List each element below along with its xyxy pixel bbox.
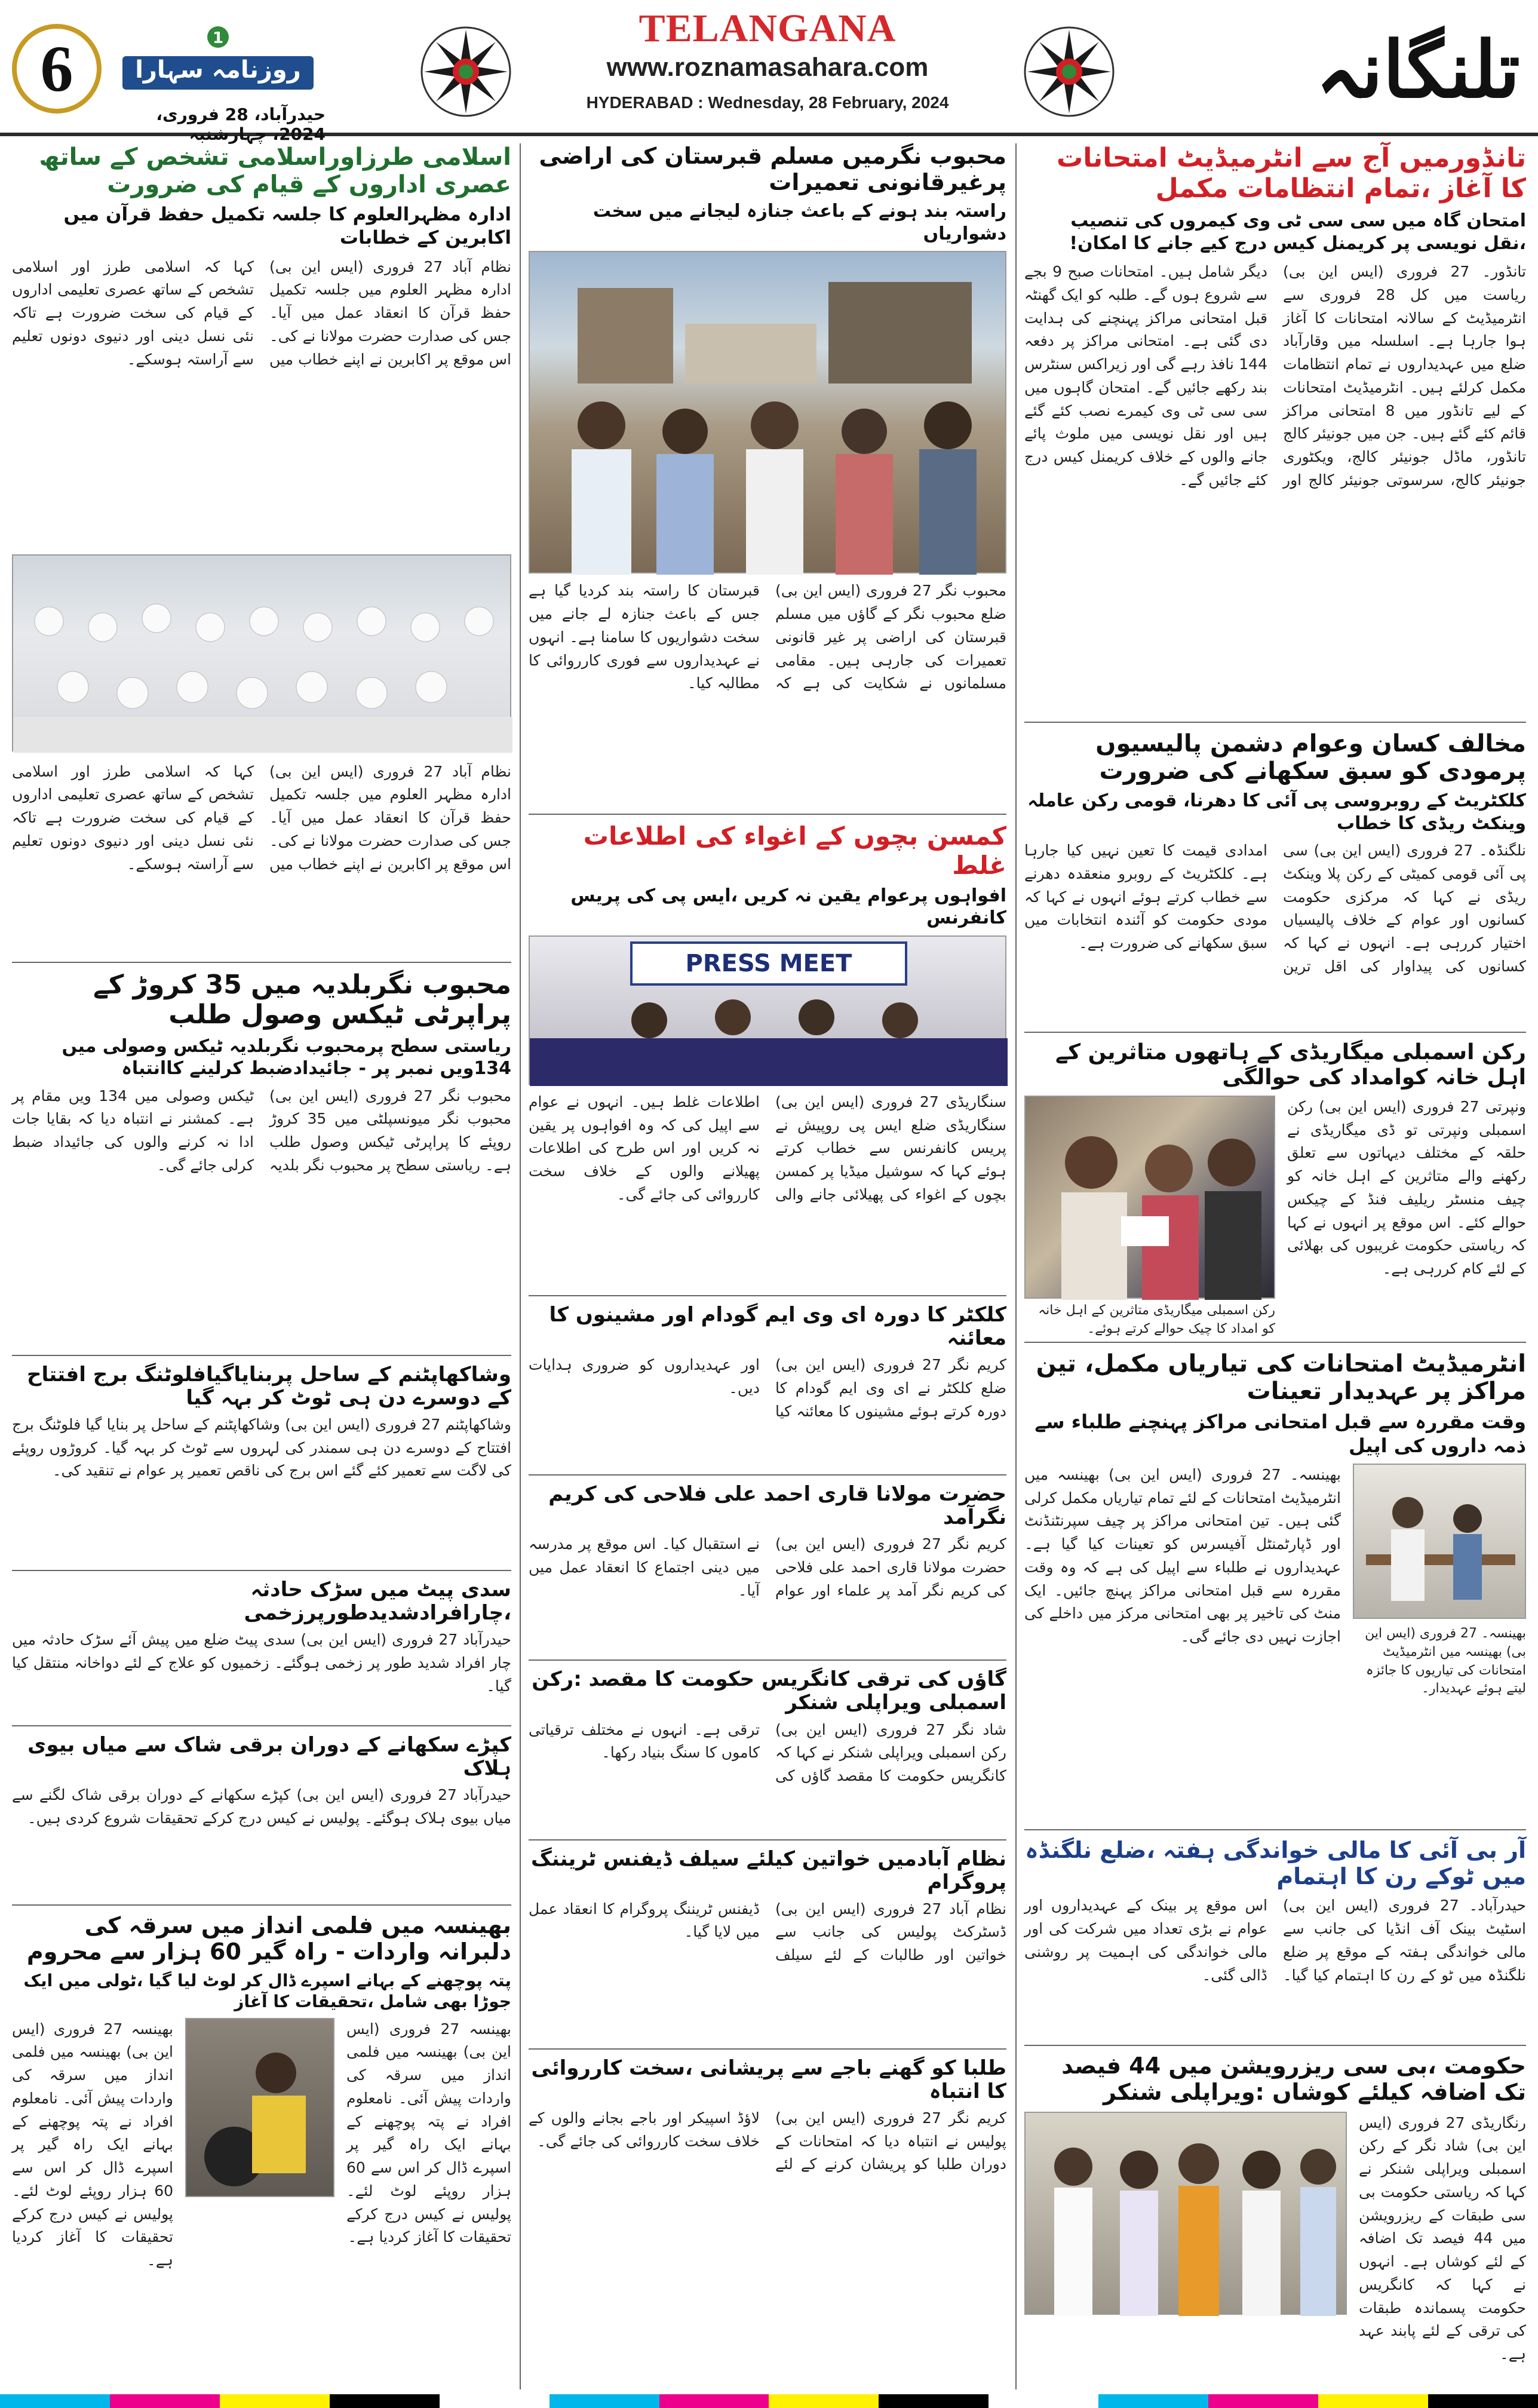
subheadline: راستہ بند ہونے کے باعث جنازہ لیجانے میں سخت دشواریاں (593, 201, 1006, 244)
headline-electric-shock[interactable]: کپڑے سکھانے کے دوران برقی شاک سے میاں بیوی ہلاک (27, 1733, 511, 1781)
article-body: نلگنڈہ۔ 27 فروری (ایس این بی) سی پی آئی قومی کمیٹی کے رکن پلا وینکٹ ریڈی نے کہا کہ مرکزی حکومت کسانوں اور عوام کے خلاف پالیسیاں اختیار کررہی ہے۔ انہوں نے کہا کہ کسانوں کی پیداوار کی اقل ترین امدادی قیمت کا تعین نہیں کیا جارہا ہے۔ کلکٹریٹ کے روبرو منعقدہ دھرنے سے خطاب کرتے ہوئے انہوں نے کہا کہ مودی حکومت کو آئندہ انتخابات میں سبق سکھانے کی ضرورت ہے۔ (1024, 842, 1526, 975)
photo-caption: بھینسہ۔ 27 فروری (ایس این بی) بھینسہ میں انٹرمیڈیٹ امتحانات کی تیاریوں کا جائزہ لیتے ہوئے عہدیدار۔ (1365, 1625, 1526, 1697)
photo-hifz-gathering (12, 554, 511, 751)
right-column (1024, 143, 1526, 2363)
headline-road-accident[interactable]: سدی پیٹ میں سڑک حادثہ ،چارافرادشدیدطورپرزخمی (244, 1577, 511, 1625)
article-divider (12, 1725, 511, 1726)
subheadline: پتہ پوچھنے کے بہانے اسپرے ڈال کر لوٹ لیا گیا ،ٹولی میں ایک جوڑا بھی شامل ،تحقیقات کا آغاز (23, 1970, 511, 2011)
headline-intermediate-exams[interactable]: تانڈورمیں آج سے انٹرمیڈیٹ امتحانات کا آغاز ،تمام انتظامات مکمل (1056, 143, 1526, 204)
headline-bc-reservation[interactable]: حکومت ،بی سی ریزرویشن میں 44 فیصد تک اضافہ کیلئے کوشاں :ویراپلی شنکر (1061, 2053, 1526, 2106)
masthead-dateline: HYDERABAD : Wednesday, 28 February, 2024 (586, 93, 949, 112)
headline-evm-inspection[interactable]: کلکٹر کا دورہ ای وی ایم گودام اور مشینوں کا معائنہ (549, 1302, 1006, 1351)
article-body: کریم نگر 27 فروری (ایس این بی) حضرت مولانا قاری احمد علی فلاحی کی کریم نگر آمد پر علماء اور عوام نے استقبال کیا۔ اس موقع پر مدرسہ میں دینی اجتماع کا انعقاد عمل میں آیا۔ (529, 1535, 1006, 1599)
article-body: محبوب نگر 27 فروری (ایس این بی) محبوب نگر میونسپلٹی میں 35 کروڑ روپئے کا پراپرٹی ٹیکس وصول طلب ہے۔ ریاستی سطح پر محبوب نگر بلدیہ ٹیکس وصولی میں 134 ویں مقام پر ہے۔ کمشنر نے انتباہ دیا کہ بقایا جات ادا نہ کرنے والوں کی جائیداد ضبط کرلی جائے گی۔ (12, 1087, 511, 1174)
article-divider (1024, 722, 1526, 723)
masthead-title: TELANGANA (638, 7, 897, 50)
article-divider (529, 1295, 1006, 1296)
article-body: بھینسہ 27 فروری (ایس این بی) بھینسہ میں فلمی انداز میں سرقہ کی واردات پیش آئی۔ نامعلوم افراد نے پتہ پوچھنے کے بہانے ایک راہ گیر پر اسپرے ڈال کر اس سے 60 ہزار روپئے لوٹ لئے۔ پولیس نے کیس درج کرکے تحقیقات کا آغاز کردیا ہے۔ (12, 2020, 173, 2269)
headline-exam-preparations[interactable]: انٹرمیڈیٹ امتحانات کی تیاریاں مکمل، تین مراکز پر عہدیدار تعینات (1036, 1349, 1526, 1405)
article-body: کریم نگر 27 فروری (ایس این بی) ضلع کلکٹر نے ای وی ایم گودام کا دورہ کرتے ہوئے مشینوں کا معائنہ کیا اور عہدیداروں کو ضروری ہدایات دیں۔ (529, 1356, 1006, 1420)
article-divider (529, 1839, 1006, 1840)
headline-graveyard-encroachment[interactable]: محبوب نگرمیں مسلم قبرستان کی اراضی پرغیرقانونی تعمیرات (539, 143, 1006, 195)
headline-kidnapping-rumours[interactable]: کمسن بچوں کے اغواء کی اطلاعات غلط (583, 821, 1006, 880)
left-column (12, 143, 511, 2269)
article-divider (1024, 1829, 1526, 1830)
masthead-center (558, 6, 977, 112)
article-body: کریم نگر 27 فروری (ایس این بی) پولیس نے انتباہ دیا کہ امتحانات کے دوران طلبا کو پریشان کرنے کے لئے لاؤڈ اسپیکر اور باجے بجانے والوں کے خلاف سخت کارروائی کی جائے گی۔ (529, 2109, 1006, 2173)
article-divider (1024, 1342, 1526, 1343)
article-body: سنگاریڈی 27 فروری (ایس این بی) سنگاریڈی ضلع ایس پی روپیش نے پریس کانفرنس سے خطاب کرتے ہوئے کہا کہ سوشیل میڈیا پر کمسن بچوں کے اغواء کی پھیلائی جانے والی اطلاعات غلط ہیں۔ انہوں نے عوام سے اپیل کی کہ وہ افواہوں پر یقین نہ کریں اور اس طرح کی اطلاعات پھیلانے والوں کے خلاف سخت کارروائی کی جائے گی۔ (529, 1093, 1006, 1203)
headline-noise-warning[interactable]: طلبا کو گھنے باجے سے پریشانی ،سخت کارروائی کا انتباہ (531, 2056, 1006, 2103)
article-body: رنگاریڈی 27 فروری (ایس این بی) شاد نگر کے رکن اسمبلی ویراپلی شنکر نے کہا کہ ریاستی حکومت بی سی طبقات کے ریزرویشن میں 44 فیصد تک اضافہ کے لئے کوشاں ہے۔ انہوں نے کہا کہ کانگریس حکومت پسماندہ طبقات کی ترقی کے لئے پابند عہد ہے۔ (1359, 2113, 1526, 2363)
subheadline: ریاستی سطح پرمحبوب نگربلدیہ ٹیکس وصولی میں 134ویں نمبر پر - جائیدادضبط کرلینے کاانتباہ (62, 1035, 511, 1079)
brand-logo (110, 20, 326, 98)
svg-text:1: 1 (212, 29, 224, 47)
photo-mla-aid (1024, 1096, 1275, 1299)
article-divider (12, 1904, 511, 1906)
article-divider (529, 1474, 1006, 1476)
article-body: بھینسہ۔ 27 فروری (ایس این بی) بھینسہ میں انٹرمیڈیٹ امتحانات کے لئے تمام تیاریاں مکمل کرلی گئی ہیں۔ تین امتحانی مراکز پر چیف سپرنٹنڈنٹ اور ڈپارٹمنٹل آفیسرس کو تعینات کیا گیا ہے۔ عہدیداروں نے طلباء سے اپیل کی ہے کہ وہ وقت مقررہ سے قبل امتحانی مراکز پہنچ جائیں۔ ایک منٹ کی تاخیر پر بھی امتحانی مرکز میں داخلے کی اجازت نہیں دی جائے گی۔ (1024, 1465, 1341, 1646)
article-body: تانڈور۔ 27 فروری (ایس این بی) ریاست میں کل 28 فروری سے انٹرمیڈیٹ کے سالانہ امتحانات کا آغاز ہوا جارہا ہے۔ اسلسلہ میں وقارآباد ضلع میں عہدیداروں نے تمام انتظامات مکمل کرلئے ہیں۔ انٹرمیڈیٹ امتحانات کے لیے تانڈور میں 8 امتحانی مراکز قائم کئے گئے ہیں۔ جن میں جونیئر کالج تانڈور، ماڈل جونیئر کالج، ویکٹوری جونیئر کالج، سرسوتی جونیئر کالج اور دیگر شامل ہیں۔ امتحانات صبح 9 بجے سے شروع ہوں گے۔ طلبہ کو ایک گھنٹہ قبل امتحانی مراکز پہنچنے کی ہدایت دی گئی ہے۔ امتحانی مراکز پر دفعہ 144 نافذ رہے گی اور زیراکس سنٹرس بند رکھے جائیں گے۔ امتحان گاہوں میں سی سی ٹی وی کیمرے نصب کئے گئے ہیں اور نقل نویسی میں ملوث پائے جانے والوں کے خلاف کریمنل کیس درج کئے جائیں گے۔ (1024, 263, 1526, 489)
headline-maulana-visit[interactable]: حضرت مولانا قاری احمد علی فلاحی کی کریم نگرآمد (548, 1482, 1006, 1530)
article-divider (529, 814, 1006, 815)
color-registration-bar (0, 2394, 1538, 2408)
headline-self-defence[interactable]: نظام آبادمیں خواتین کیلئے سیلف ڈیفنس ٹریننگ پروگرام (530, 1846, 1006, 1894)
article-body: بھینسہ 27 فروری (ایس این بی) بھینسہ میں فلمی انداز میں سرقہ کی واردات پیش آئی۔ نامعلوم افراد نے پتہ پوچھنے کے بہانے ایک راہ گیر پر اسپرے ڈال کر اس سے 60 ہزار روپئے لوٹ لئے۔ پولیس نے کیس درج کرکے تحقیقات کا آغاز کردیا ہے۔ (346, 2020, 511, 2246)
rose-emblem-icon (418, 24, 514, 119)
headline-village-development[interactable]: گاؤں کی ترقی کانگریس حکومت کا مقصد :رکن اسمبلی ویراپلی شنکر (532, 1667, 1006, 1715)
article-body: نظام آباد 27 فروری (ایس این بی) ادارہ مظہر العلوم میں جلسہ تکمیل حفظ قرآن کا انعقاد عمل میں آیا۔ جس کی صدارت حضرت مولانا نے کی۔ اس موقع پر اکابرین نے اپنے خطاب میں کہا کہ اسلامی طرز اور اسلامی تشخص کے ساتھ عصری تعلیمی اداروں کے قیام کی سخت ضرورت ہے تاکہ نئی نسل دینی اور دنیوی دونوں تعلیم سے آراستہ ہوسکے۔ (12, 762, 511, 873)
column-divider (520, 143, 521, 2389)
photo-theft-victim (185, 2018, 334, 2197)
article-body: حیدرآباد 27 فروری (ایس این بی) کپڑے سکھانے کے دوران برقی شاک لگنے سے میاں بیوی ہلاک ہوگئے۔ پولیس نے کیس درج کرکے تحقیقات شروع کردی ہیں۔ (12, 1786, 512, 1827)
article-body: محبوب نگر 27 فروری (ایس این بی) ضلع محبوب نگر کے گاؤں میں مسلم قبرستان کی اراضی پر غیر قانونی تعمیرات کی جارہی ہیں۔ مقامی مسلمانوں نے شکایت کی ہے کہ قبرستان کا راستہ بند کردیا گیا ہے جس کے باعث جنازہ لے جانے میں سخت دشواریوں کا سامنا ہے۔ انہوں نے عہدیداروں سے فوری کارروائی کا مطالبہ کیا۔ (529, 582, 1006, 692)
article-divider (1024, 1032, 1526, 1033)
photo-press-meet (529, 935, 1006, 1085)
article-divider (12, 1355, 511, 1356)
page-number: 6 (40, 32, 73, 105)
headline-mla-aid[interactable]: رکن اسمبلی میگاریڈی کے ہاتھوں متاثرین کے اہل خانہ کوامداد کی حوالگی (1055, 1040, 1526, 1090)
photo-bc-reservation (1024, 2112, 1347, 2315)
subheadline: ادارہ مظہرالعلوم کا جلسہ تکمیل حفظ قرآن میں اکابرین کے خطابات (63, 204, 511, 249)
photo-graveyard-site (529, 251, 1006, 573)
brand-name: روزنامہ سہارا (135, 56, 301, 84)
article-body: ونپرتی 27 فروری (ایس این بی) رکن اسمبلی ونپرتی تو ڈی میگاریڈی نے حلقہ کے مختلف دیہاتوں سے تعلق رکھنے والے متاثرین کے اہل خانہ کو چیف منسٹر ریلیف فنڈ کے چیکس حوالے کئے۔ اس موقع پر انہوں نے کہا کہ ریاستی حکومت غریبوں کی بھلائی کے لئے کام کررہی ہے۔ (1287, 1097, 1526, 1278)
subheadline: امتحان گاہ میں سی سی ٹی وی کیمروں کی تنصیب ،نقل نویسی پر کریمنل کیس درج کیے جانے کا امکان! (1069, 210, 1526, 254)
headline-property-tax[interactable]: محبوب نگربلدیہ میں 35 کروڑ کے پراپرٹی ٹیکس وصول طلب (93, 969, 511, 1030)
subheadline: افواہوں پرعوام یقین نہ کریں ،ایس پی کی پریس کانفرنس (570, 885, 1006, 929)
photo-exam-center (1353, 1464, 1526, 1619)
brand-date: حیدرآباد، 28 فروری، 2024، چہارشنبہ (156, 105, 326, 144)
subheadline: کلکٹریٹ کے روبروسی پی آئی کا دھرنا، قومی رکن عاملہ وینکٹ ریڈی کا خطاب (1027, 790, 1526, 834)
article-divider (1024, 2045, 1526, 2046)
headline-cpi-protest[interactable]: مخالف کسان وعوام دشمن پالیسیوں پرمودی کو سبق سکھانے کی ضرورت (1095, 730, 1526, 786)
rose-emblem-icon (1021, 24, 1117, 119)
page-number-badge (12, 24, 102, 114)
article-divider (12, 1570, 511, 1571)
article-divider (529, 2048, 1006, 2050)
article-divider (12, 962, 511, 963)
section-title: تلنگانہ (1315, 24, 1520, 115)
photo-caption: رکن اسمبلی میگاریڈی متاثرین کے اہل خانہ کو امداد کا چیک حوالے کرتے ہوئے۔ (1038, 1302, 1275, 1336)
article-body: حیدرآباد 27 فروری (ایس این بی) سدی پیٹ ضلع میں پیش آئے سڑک حادثہ میں چار افراد شدید طور پر زخمی ہوگئے۔ زخمیوں کو علاج کے لئے دواخانہ منتقل کیا گیا۔ (12, 1631, 511, 1695)
headline-theft-bhainsa[interactable]: بھینسہ میں فلمی انداز میں سرقہ کی دلبرانہ واردات - راہ گیر 60 ہزار سے محروم (26, 1912, 511, 1965)
masthead (0, 0, 1538, 144)
headline-floating-bridge[interactable]: وشاکھاپٹنم کے ساحل پربنایاگیافلوٹنگ برج افتتاح کے دوسرے دن ہی ٹوٹ کر بہہ گیا (26, 1362, 511, 1410)
article-body: حیدرآباد۔ 27 فروری (ایس این بی) اسٹیٹ بینک آف انڈیا کی جانب سے مالی خواندگی ہفتہ کے موقع پر ضلع نلگنڈہ میں ٹو کے رن کا اہتمام کیا گیا۔ اس موقع پر بینک کے عہدیداروں اور عوام نے بڑی تعداد میں شرکت کی اور مالی خواندگی کی اہمیت پر روشنی ڈالی گئی۔ (1024, 1897, 1526, 1984)
article-body: شاد نگر 27 فروری (ایس این بی) رکن اسمبلی ویراپلی شنکر نے کہا کہ کانگریس حکومت کا مقصد گاؤں کی ترقی ہے۔ انہوں نے مختلف ترقیاتی کاموں کا سنگ بنیاد رکھا۔ (529, 1720, 1006, 1785)
svg-text:PRESS MEET: PRESS MEET (685, 949, 852, 977)
article-body: وشاکھاپٹنم 27 فروری (ایس این بی) وشاکھاپٹنم کے ساحل پر بنایا گیا فلوٹنگ برج افتتاح کے دوسرے دن ہی سمندر کی لہروں سے ٹوٹ کر بہہ گیا۔ کروڑوں روپئے کی لاگت سے تعمیر کئے گئے اس برج کی ناقص تعمیر پر عوام نے تنقید کی۔ (12, 1415, 512, 1480)
masthead-url[interactable]: www.roznamasahara.com (606, 53, 929, 82)
article-body: نظام آباد 27 فروری (ایس این بی) ادارہ مظہر العلوم میں جلسہ تکمیل حفظ قرآن کا انعقاد عمل میں آیا۔ جس کی صدارت حضرت مولانا نے کی۔ اس موقع پر اکابرین نے اپنے خطاب میں کہا کہ اسلامی طرز اور اسلامی تشخص کے ساتھ عصری تعلیمی اداروں کے قیام کی سخت ضرورت ہے تاکہ نئی نسل دینی اور دنیوی دونوں تعلیم سے آراستہ ہوسکے۔ (12, 257, 511, 368)
article-divider (529, 1659, 1006, 1661)
headline-rbi-literacy[interactable]: آر بی آئی کا مالی خواندگی ہفتہ ،ضلع نلگنڈہ میں ٹوکے رن کا اہتمام (1025, 1836, 1526, 1889)
subheadline: وقت مقررہ سے قبل امتحانی مراکز پہنچنے طلباء سے ذمہ داروں کی اپیل (1034, 1410, 1526, 1457)
article-body: نظام آباد 27 فروری (ایس این بی) ڈسٹرکٹ پولیس کی جانب سے خواتین اور طالبات کے لئے سیلف ڈیفنس ٹریننگ پروگرام کا انعقاد عمل میں لایا گیا۔ (529, 1900, 1006, 1964)
column-divider (1015, 143, 1017, 2389)
middle-column (529, 143, 1006, 2250)
headline-islamic-institutions[interactable]: اسلامی طرزاوراسلامی تشخص کے ساتھ عصری اداروں کے قیام کی ضرورت (39, 143, 511, 198)
